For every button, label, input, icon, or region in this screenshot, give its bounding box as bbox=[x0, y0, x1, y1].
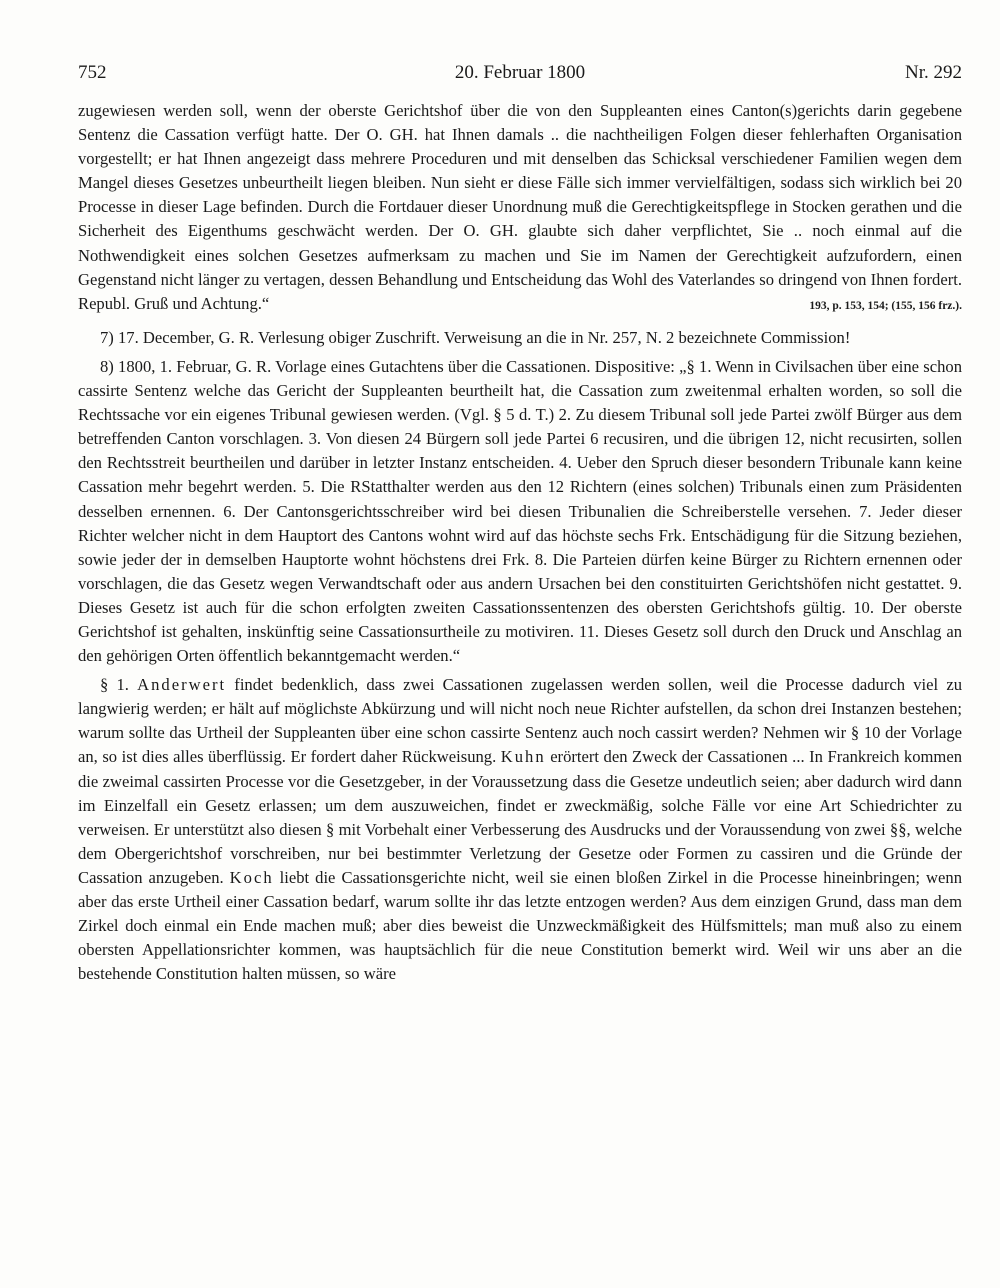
source-reference-text: 193, p. 153, 154; (155, 156 frz.). bbox=[809, 299, 962, 312]
speaker-name: Anderwert bbox=[137, 675, 227, 695]
source-reference bbox=[809, 292, 962, 318]
paragraph-text: § 1. bbox=[100, 675, 138, 695]
speaker-name: Koch bbox=[229, 867, 274, 887]
paragraph-item-8: 8) 1800, 1. Februar, G. R. Vorlage eines Gutachtens über die Cassationen. Dispositive: „§ 1. Wenn in Civilsachen über eine schon cassirte Sentenz welche das Gericht der Suppleanten beurtheilt hat, die Cassation zum zweitenmal erhalten worden, so soll die Rechtssache vor ein eigenes Tribunal gewiesen werden. (Vgl. § 5 d. T.) 2. Zu diesem Tribunal soll jede Partei zwölf Bürger aus dem betreffenden Canton vorschlagen. 3. Von diesen 24 Bürgern soll jede Partei 6 recusiren, und die übrigen 12, nicht recusirten, sollen den Rechtsstreit beurtheilen und darüber in letzter Instanz entscheiden. 4. Ueber den Spruch dieser besondern Tribunale kann keine Cassation mehr begehrt werden. 5. Die RStatthalter werden aus den 12 Richtern (eines solchen) Tribunals einen zum Präsidenten desselben ernennen. 6. Der Cantonsgerichtsschreiber wird bei diesen Tribunalien die Schreiberstelle versehen. 7. Jeder dieser Richter welcher nicht in dem Hauptort des Cantons wohnt wird auf das höchste sechs Frk. Entschädigung für die Sitzung beziehen, sowie jeder der in demselben Hauptorte wohnt höchstens drei Frk. 8. Die Parteien dürfen keine Bürger zu Richtern ernennen oder vorschlagen, die das Gesetz wegen Verwandtschaft oder aus andern Ursachen bei den constituirten Gerichtshöfen nicht gestattet. 9. Dieses Gesetz ist auch für die schon erfolgten zweiten Cassationssentenzen des obersten Gerichtshofs gültig. 10. Der oberste Gerichtshof ist gehalten, inskünftig seine Cassationsurtheile zu motiviren. 11. Dieses Gesetz soll durch den Druck und Anschlag an den gehörigen Orten öffentlich bekanntgemacht werden.“ bbox=[78, 356, 962, 666]
header-date: 20. Februar 1800 bbox=[454, 62, 586, 83]
paragraph-section-1 bbox=[78, 673, 962, 986]
page-number: 752 bbox=[78, 62, 107, 83]
issue-number: Nr. 292 bbox=[905, 62, 962, 83]
paragraph-item-7: 7) 17. December, G. R. Verlesung obiger Zuschrift. Verweisung an die in Nr. 257, N. 2 bezeichnete Commission! bbox=[100, 327, 851, 347]
paragraph-text: zugewiesen werden soll, wenn der oberste Gerichtshof über die von den Suppleanten eines Canton(s)gerichts darin gegebene Sentenz die Cassation verfügt hatte. Der O. GH. hat Ihnen damals .. die nachtheiligen Folgen dieser fehlerhaften Organisation vorgestellt; er hat Ihnen angezeigt dass mehrere Proceduren und mit denselben das Schicksal verschiedener Familien wegen dem Mangel dieses Gesetzes unbeurtheilt liegen bleiben. Nun sieht er diese Fälle sich immer vervielfältigen, sodass sich wirklich bei 20 Processe in dieser Lage befinden. Durch die Fortdauer dieser Unordnung muß die Gerechtigkeitspflege in Stocken gerathen und die Sicherheit des Eigenthums geschwächt werden. Der O. GH. glaubte sich daher verpflichtet, Sie .. noch einmal auf die Nothwendigkeit eines solchen Gesetzes aufmerksam zu machen und Sie im Namen der Gerechtigkeit aufzufordern, einen Gegenstand nicht länger zu vertagen, dessen Behandlung und Entscheidung das Wohl des Vaterlandes so dringend von Ihnen fordert. Republ. Gruß und Achtung.“ bbox=[78, 101, 962, 313]
paragraph-letter-continuation bbox=[78, 99, 962, 316]
page-header bbox=[78, 62, 962, 90]
paragraph-text: erörtert den Zweck der Cassationen ... In Frankreich kommen die zweimal cassirten Processe vor die Gesetzgeber, in der Voraussetzung dass die Gesetze undeutlich seien; aber dadurch wird dann im Einzelfall ein Gesetz erlassen; um dem auszuweichen, findet er zweckmäßig, solche Fälle vor eine Art Schiedrichter zu verweisen. Er unterstützt also diesen § mit Vorbehalt einer Verbesserung des Ausdrucks und der Voraussendung von zwei §§, welche dem Obergerichtshof vorschreiben, nur bei bestimmter Verletzung der Gesetze oder Formen zu cassiren und die Gründe der Cassation anzugeben. bbox=[78, 747, 963, 887]
paragraph-text: liebt die Cassationsgerichte nicht, weil sie einen bloßen Zirkel in die Processe hineinbringen; wenn aber das erste Urtheil einer Cassation bedarf, warum sollte ihr das letzte entzogen werden? Aus dem einzigen Grund, dass man dem Zirkel doch einmal ein Ende machen muß; aber dies beweist die Unzweckmäßigkeit des Hülfsmittels; man muß also zu einem obersten Appellationsrichter kommen, was hauptsächlich für die neue Constitution bemerkt wird. Weil wir uns aber an die bestehende Constitution halten müssen, so wäre bbox=[78, 867, 963, 984]
speaker-name: Kuhn bbox=[500, 747, 546, 767]
paragraph-text: findet bedenklich, dass zwei Cassationen zugelassen werden sollen, weil die Processe dadurch viel zu langwierig werden; er hält auf möglichste Abkürzung und will nicht noch neue Richter aufstellen, da schon drei Instanzen bestehen; warum sollte das Urtheil der Suppleanten über eine schon cassirte Sentenz auch noch cassirt werden? Nehmen wir § 10 der Vorlage an, so ist dies alles überflüssig. Er fordert daher Rückweisung. bbox=[78, 675, 962, 767]
document-body bbox=[78, 99, 962, 986]
